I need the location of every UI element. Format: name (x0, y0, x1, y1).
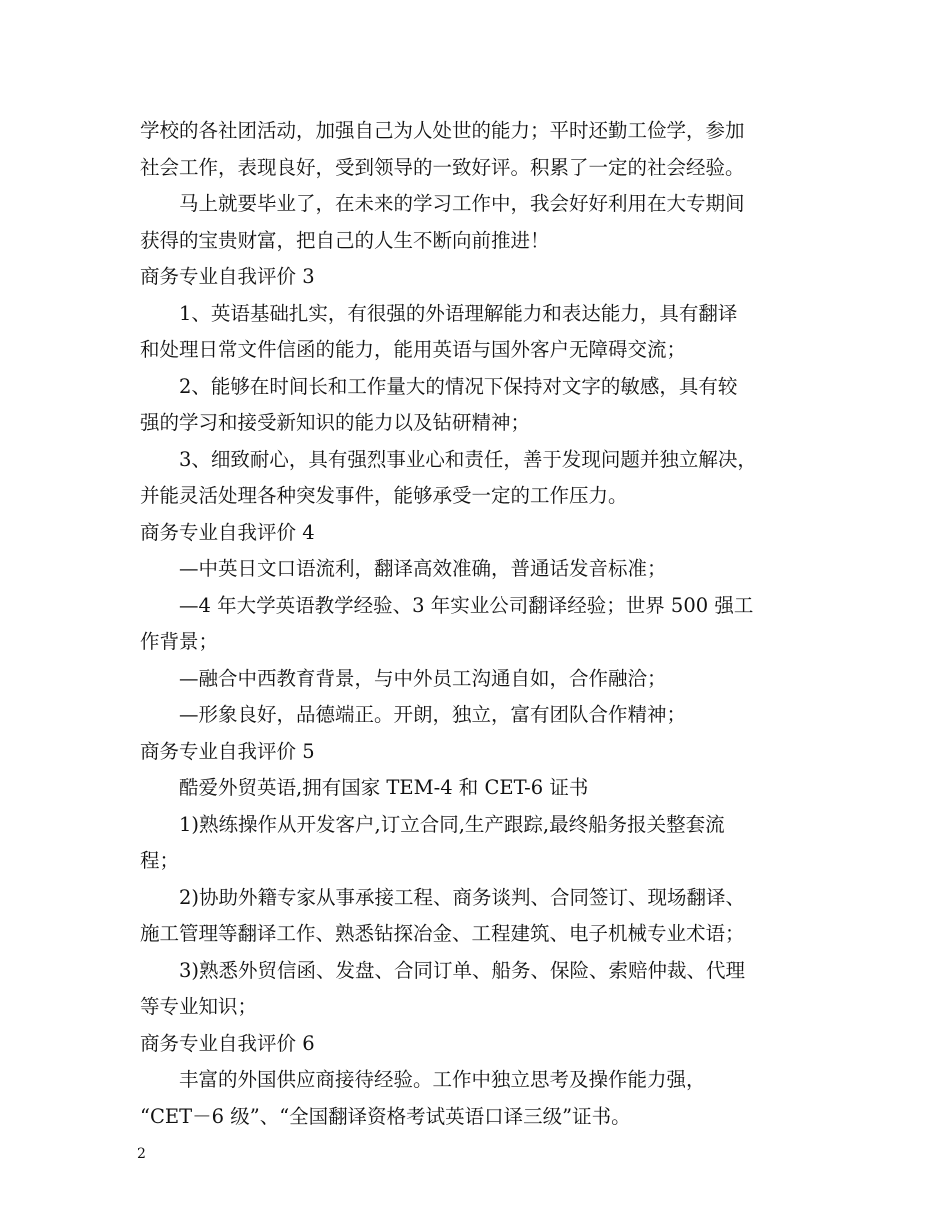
text-line: 并能灵活处理各种突发事件，能够承受一定的工作压力。 (140, 484, 628, 507)
text-line: 3、细致耐心，具有强烈事业心和责任，善于发现问题并独立解决， (179, 447, 757, 471)
text-line: 2)协助外籍专家从事承接工程、商务谈判、合同签订、现场翻译、 (179, 885, 746, 909)
document-body (140, 113, 820, 1135)
text-line: —中英日文口语流利，翻译高效准确，普通话发音标准； (179, 557, 667, 580)
section-heading: 商务专业自我评价 4 (140, 520, 315, 544)
text-line: 1、英语基础扎实，有很强的外语理解能力和表达能力，具有翻译 (179, 301, 738, 325)
text-line: 丰富的外国供应商接待经验。工作中独立思考及操作能力强， (179, 1068, 706, 1091)
section-heading: 商务专业自我评价 6 (140, 1031, 315, 1055)
text-line: —形象良好，品德端正。开朗，独立，富有团队合作精神； (179, 703, 687, 726)
text-line: 作背景； (140, 630, 219, 653)
text-line: 程； (140, 849, 180, 872)
section-heading: 商务专业自我评价 5 (140, 739, 315, 763)
text-line: 学校的各社团活动，加强自己为人处世的能力；平时还勤工俭学，参加 (140, 119, 745, 142)
text-line: 和处理日常文件信函的能力，能用英语与国外客户无障碍交流； (140, 338, 687, 361)
text-line: 2、能够在时间长和工作量大的情况下保持对文字的敏感，具有较 (179, 374, 738, 398)
section-heading: 商务专业自我评价 3 (140, 265, 315, 288)
text-line: 施工管理等翻译工作、熟悉钻探冶金、工程建筑、电子机械专业术语； (140, 922, 745, 945)
text-line: 3)熟悉外贸信函、发盘、合同订单、船务、保险、索赔仲裁、代理 (179, 958, 746, 982)
text-line: —融合中西教育背景，与中外员工沟通自如，合作融洽； (179, 666, 667, 690)
text-line: 强的学习和接受新知识的能力以及钻研精神； (140, 411, 531, 434)
text-line: 马上就要毕业了，在未来的学习工作中，我会好好利用在大专期间 (179, 192, 745, 215)
text-line: 获得的宝贵财富，把自己的人生不断向前推进！ (140, 228, 550, 252)
text-line: “CET－6 级”、“全国翻译资格考试英语口译三级”证书。 (140, 1104, 631, 1128)
text-line: 等专业知识； (140, 995, 258, 1018)
text-line: —4 年大学英语教学经验、3 年实业公司翻译经验；世界 500 强工 (179, 593, 754, 617)
text-line: 1)熟练操作从开发客户,订立合同,生产跟踪,最终船务报关整套流 (179, 812, 725, 836)
text-line: 社会工作，表现良好，受到领导的一致好评。积累了一定的社会经验。 (140, 155, 745, 179)
page-number: 2 (137, 1146, 146, 1162)
text-line: 酷爱外贸英语,拥有国家 TEM-4 和 CET-6 证书 (179, 776, 589, 799)
